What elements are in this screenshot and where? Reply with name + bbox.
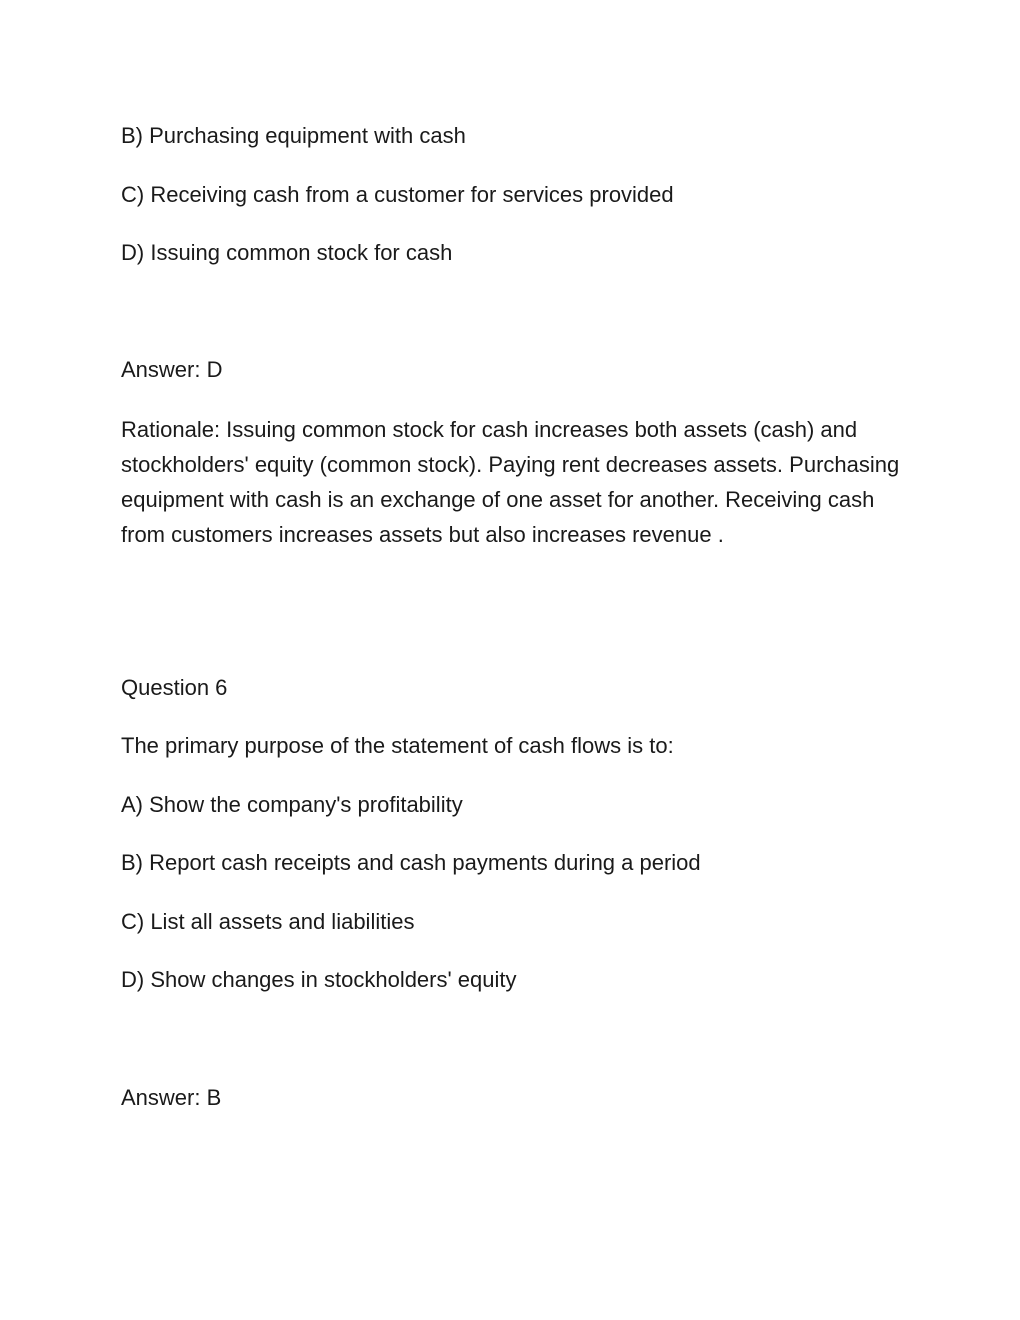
q6-answer: Answer: B (121, 1085, 222, 1110)
q5-answer: Answer: D (121, 357, 223, 382)
q5-option-c: C) Receiving cash from a customer for services provided (121, 182, 674, 207)
q6-heading: Question 6 (121, 675, 228, 700)
q6-option-c: C) List all assets and liabilities (121, 909, 415, 934)
q5-rationale: Rationale: Issuing common stock for cash increases both assets (cash) and stockholders' equity (common stock). Paying rent decreases assets. Purchasing equipment with cash is an exchange of one asset for another. Receiving cash from customers increases assets but also increases revenue . (121, 417, 900, 547)
q5-option-d: D) Issuing common stock for cash (121, 240, 453, 265)
q6-option-b: B) Report cash receipts and cash payments during a period (121, 850, 701, 875)
q6-option-a: A) Show the company's profitability (121, 792, 463, 817)
q5-option-b: B) Purchasing equipment with cash (121, 123, 466, 148)
q6-prompt: The primary purpose of the statement of cash flows is to: (121, 733, 674, 758)
q6-option-d: D) Show changes in stockholders' equity (121, 967, 517, 992)
